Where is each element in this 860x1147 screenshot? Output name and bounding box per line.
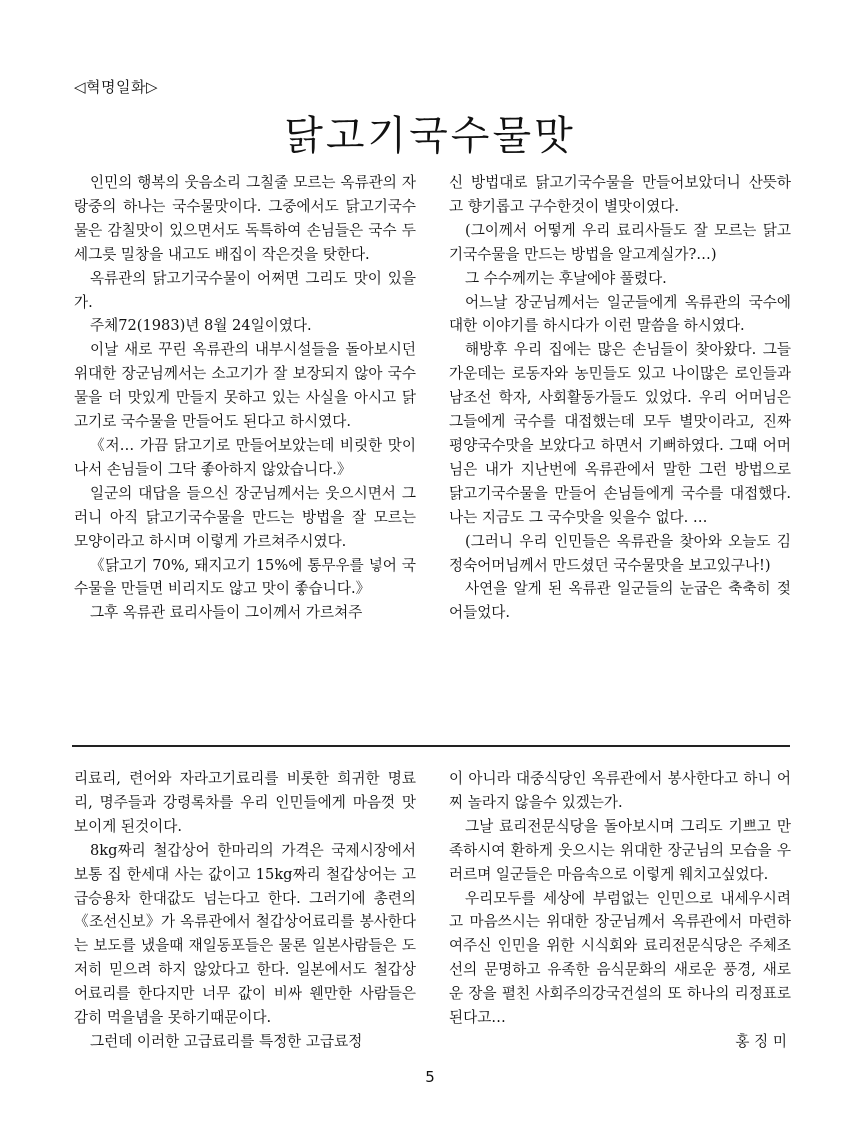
author-byline: 홍 징 미 [735, 1032, 787, 1050]
paragraph: 어느날 장군님께서는 일군들에게 옥류관의 국수에 대한 이야기를 하시다가 이런 말씀을 하시였다. [449, 293, 791, 335]
paragraph: 그날 료리전문식당을 돌아보시며 그리도 기쁘고 만족하시여 환하게 웃으시는 위대한 장군님의 모습을 우러르며 일군들은 마음속으로 이렇게 웨치고싶었다. [449, 817, 791, 883]
paragraph-continued: 신 방법대로 닭고기국수물을 만들어보았더니 산뜻하고 향기롭고 구수한것이 별맛이였다. [449, 174, 791, 215]
paragraph: 주체72(1983)년 8월 24일이였다. [90, 317, 312, 335]
top-left-column [74, 171, 416, 625]
page-number: 5 [425, 1068, 435, 1086]
paragraph: 그런데 이러한 고급료리를 특정한 고급료정 [90, 1032, 363, 1050]
paragraph: 《저… 가끔 닭고기로 만들어보았는데 비릿한 맛이 나서 손님들이 그닥 좋아하지 않았습니다.》 [74, 436, 416, 478]
bottom-right-column [449, 767, 791, 1054]
paragraph: (그러니 우리 인민들은 옥류관을 찾아와 오늘도 김정숙어머님께서 만드셨던 국수물맛을 보고있구나!) [449, 532, 791, 574]
paragraph-continued: 이 아니라 대중식당인 옥류관에서 봉사한다고 하니 어찌 놀라지 않을수 있겠는가. [449, 770, 791, 811]
paragraph: (그이께서 어떻게 우리 료리사들도 잘 모르는 닭고기국수물을 만드는 방법을 알고계실가?…) [449, 221, 791, 263]
paragraph: 해방후 우리 집에는 많은 손님들이 찾아왔다. 그들가운데는 로동자와 농민들도 있고 나이많은 로인들과 남조선 학자, 사회활동가들도 있었다. 우리 어머님은 그들에게 국수를 대접했는데 모두 별맛이라고, 진짜 평양국수맛을 보았다고 하면서 기뻐하였다. 그때 어머님은 내가 지난번에 옥류관에서 말한 그런 방법으로 닭고기국수물을 만들어 손님들에게 국수를 대접했다. 나는 지금도 그 국수맛을 잊을수 없다. … [449, 341, 791, 526]
paragraph: 우리모두를 세상에 부럼없는 인민으로 내세우시려고 마음쓰시는 위대한 장군님께서 옥류관에서 마련하여주신 인민을 위한 시식회와 료리전문식당은 주체조선의 문명하고 유족한 음식문화의 새로운 풍경, 새로운 장을 펼친 사회주의강국건설의 또 하나의 리정표로 된다고… [449, 889, 791, 1027]
bottom-left-column [74, 767, 416, 1054]
paragraph: 이날 새로 꾸린 옥류관의 내부시설들을 돌아보시던 위대한 장군님께서는 소고기가 잘 보장되지 않아 국수물을 더 맛있게 만들지 못하고 있는 사실을 아시고 닭고기로 국수물을 만들어도 된다고 하시였다. [74, 341, 416, 431]
paragraph: 8kg짜리 철갑상어 한마리의 가격은 국제시장에서 보통 집 한세대 사는 값이고 15kg짜리 철갑상어는 고급승용차 한대값도 넘는다고 한다. 그러기에 총련의 《조선신보》가 옥류관에서 철갑상어료리를 봉사한다는 보도를 냈을때 재일동포들은 물론 일본사람들은 도저히 믿으려 하지 않았다고 한다. 일본에서도 철갑상어료리를 한다지만 너무 값이 비싸 웬만한 사람들은 감히 먹을념을 못하기때문이다. [74, 841, 416, 1027]
paragraph: 인민의 행복의 웃음소리 그칠줄 모르는 옥류관의 자랑중의 하나는 국수물맛이다. 그중에서도 닭고기국수물은 감칠맛이 있으면서도 독특하여 손님들은 국수 두세그릇 밀창을 내고도 배집이 작은것을 탓한다. [74, 174, 416, 263]
page-title: 닭고기국수물맛 [284, 113, 576, 159]
top-right-column [449, 171, 791, 625]
paragraph: 《닭고기 70%, 돼지고기 15%에 통무우를 넣어 국수물을 만들면 비리지도 않고 맛이 좋습니다.》 [74, 556, 416, 598]
paragraph: 옥류관의 닭고기국수물이 어쩌면 그리도 맛이 있을가. [74, 269, 416, 311]
paragraph-continued: 리료리, 련어와 자라고기료리를 비롯한 희귀한 명료리, 명주들과 강령록차를 우리 인민들에게 마음껏 맛보이게 된것이다. [74, 770, 416, 835]
category-label: ◁혁명일화▷ [74, 78, 159, 96]
paragraph: 그후 옥류관 료리사들이 그이께서 가르쳐주 [90, 604, 363, 622]
paragraph: 일군의 대답을 들으신 장군님께서는 웃으시면서 그러니 아직 닭고기국수물을 만드는 방법을 잘 모르는 모양이라고 하시며 이렇게 가르쳐주시였다. [74, 484, 416, 550]
paragraph: 그 수수께끼는 후날에야 풀렸다. [465, 269, 667, 287]
section-divider [72, 745, 790, 747]
paragraph: 사연을 알게 된 옥류관 일군들의 눈굽은 축축히 젖어들었다. [449, 580, 791, 622]
